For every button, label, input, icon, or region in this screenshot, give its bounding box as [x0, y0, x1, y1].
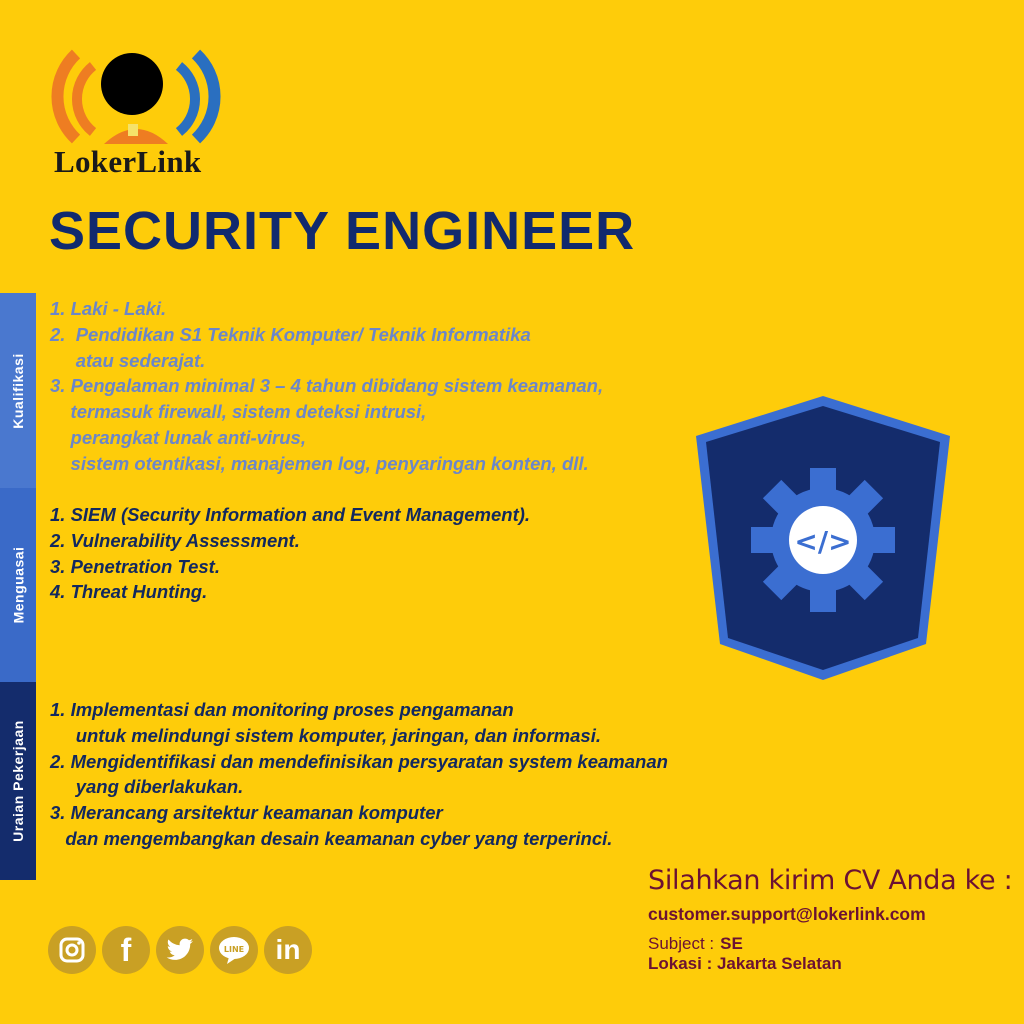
- list-item: sistem otentikasi, manajemen log, penyaringan konten, dll.: [50, 452, 589, 474]
- list-item: 1. Implementasi dan monitoring proses pengamanan: [50, 699, 514, 720]
- list-item: 3. Merancang arsitektur keamanan komputer: [50, 802, 443, 824]
- code-symbol: </>: [794, 525, 852, 558]
- tab-kualifikasi: Kualifikasi: [0, 293, 36, 488]
- uraian-pekerjaan-list: [50, 697, 668, 852]
- instagram-icon[interactable]: [48, 926, 96, 974]
- list-item: termasuk firewall, sistem deteksi intrusi,: [50, 401, 427, 423]
- list-item: perangkat lunak anti-virus,: [50, 426, 306, 448]
- contact-block: [648, 865, 1012, 974]
- tab-menguasai: Menguasai: [0, 488, 36, 682]
- code-gear-icon: [692, 392, 954, 684]
- contact-subject: Subject : SE: [648, 934, 743, 953]
- contact-heading: Silahkan kirim CV Anda ke :: [648, 865, 1013, 896]
- social-links: [48, 926, 312, 974]
- line-icon[interactable]: [210, 926, 258, 974]
- list-item: 4. Threat Hunting.: [50, 581, 208, 603]
- list-item: atau sederajat.: [50, 349, 206, 371]
- svg-text:LINE: LINE: [223, 945, 245, 954]
- page-title: SECURITY ENGINEER: [49, 201, 636, 261]
- contact-email[interactable]: customer.support@lokerlink.com: [648, 904, 926, 924]
- subject-value: SE: [720, 934, 743, 953]
- linkedin-icon[interactable]: in: [264, 926, 312, 974]
- list-item: untuk melindungi sistem komputer, jaringan, dan informasi.: [50, 724, 601, 746]
- list-item: 2. Vulnerability Assessment.: [50, 529, 300, 551]
- list-item: yang diberlakukan.: [50, 776, 244, 798]
- brand-name: LokerLink: [54, 144, 202, 179]
- list-item: 2. Pendidikan S1 Teknik Komputer/ Teknik Informatika: [50, 323, 531, 345]
- contact-location: Lokasi : Jakarta Selatan: [648, 954, 842, 973]
- facebook-icon[interactable]: f: [102, 926, 150, 974]
- kualifikasi-list: [50, 296, 603, 477]
- menguasai-list: [50, 502, 530, 605]
- list-item: 3. Pengalaman minimal 3 – 4 tahun dibidang sistem keamanan,: [50, 375, 604, 397]
- list-item: 2. Mengidentifikasi dan mendefinisikan persyaratan system keamanan: [50, 750, 668, 772]
- tab-uraian-pekerjaan: Uraian Pekerjaan: [0, 682, 36, 880]
- list-item: 1. Laki - Laki.: [50, 298, 167, 319]
- twitter-icon[interactable]: [156, 926, 204, 974]
- list-item: dan mengembangkan desain keamanan cyber yang terperinci.: [50, 827, 613, 849]
- list-item: 1. SIEM (Security Information and Event Management).: [50, 504, 531, 525]
- list-item: 3. Penetration Test.: [50, 555, 220, 577]
